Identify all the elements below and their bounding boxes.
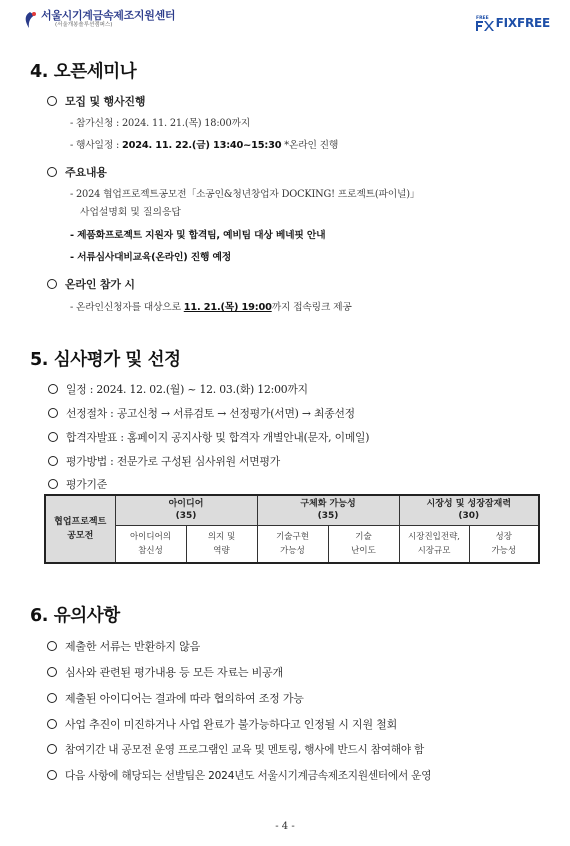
org-logo bbox=[22, 10, 175, 29]
hollow-circle-icon bbox=[48, 384, 58, 394]
hollow-circle-icon bbox=[47, 641, 57, 651]
eval-criteria-table bbox=[44, 494, 540, 564]
content-line-1-cont: 사업설명회 및 질의응답 bbox=[80, 207, 181, 218]
org-subname: (서울개봉솔루션캠퍼스) bbox=[55, 22, 113, 28]
group-idea: 아이디어 (35) bbox=[115, 495, 257, 525]
fixfree-small-label: FREE bbox=[475, 16, 489, 21]
selection-process: 선정절차 : 공고신청 → 서류검토 → 선정평가(서면) → 최종선정 bbox=[48, 406, 355, 421]
bullet-main-content: 주요내용 bbox=[47, 164, 107, 180]
section-4-title: 4. 오픈세미나 bbox=[30, 62, 137, 82]
fixfree-logo-icon bbox=[474, 14, 494, 32]
notice-item: 참여기간 내 공모전 운영 프로그램인 교육 및 멘토링, 행사에 반드시 참여해야 함 bbox=[47, 742, 424, 757]
org-logo-icon bbox=[22, 11, 38, 29]
group-marketability: 시장성 및 성장잠재력 (30) bbox=[399, 495, 539, 525]
hollow-circle-icon bbox=[47, 693, 57, 703]
notice-item: 사업 추진이 미진하거나 사업 완료가 불가능하다고 인정될 시 지원 철회 bbox=[47, 716, 397, 732]
criterion-tech-feasibility: 기술구현 가능성 bbox=[257, 525, 328, 563]
content-line-3: - 서류심사대비교육(온라인) 진행 예정 bbox=[70, 252, 232, 263]
bullet-recruitment: 모집 및 행사진행 bbox=[47, 93, 145, 109]
criterion-growth: 성장 가능성 bbox=[469, 525, 539, 563]
notice-item: 제출한 서류는 반환하지 않음 bbox=[47, 638, 200, 654]
group-feasibility: 구체화 가능성 (35) bbox=[257, 495, 399, 525]
hollow-circle-icon bbox=[47, 744, 57, 754]
hollow-circle-icon bbox=[47, 279, 57, 289]
criterion-novelty: 아이디어의 참신성 bbox=[115, 525, 186, 563]
hollow-circle-icon bbox=[47, 667, 57, 677]
hollow-circle-icon bbox=[47, 770, 57, 780]
section-6-title: 6. 유의사항 bbox=[30, 606, 120, 626]
partner-name: FIXFREE bbox=[495, 16, 550, 30]
notice-item: 제출된 아이디어는 결과에 따라 협의하여 조정 가능 bbox=[47, 690, 304, 706]
criterion-tech-difficulty: 기술 난이도 bbox=[328, 525, 399, 563]
criterion-will-capability: 의지 및 역량 bbox=[186, 525, 257, 563]
eval-criteria-label: 평가기준 bbox=[48, 477, 107, 492]
bullet-online-participation: 온라인 참가 시 bbox=[47, 276, 135, 292]
table-row-header: 협업프로젝트 공모전 bbox=[45, 495, 115, 563]
hollow-circle-icon bbox=[47, 96, 57, 106]
content-line-1: - 2024 협업프로젝트공모전「소공인&청년창업자 DOCKING! 프로젝트(파이널)」 bbox=[70, 189, 420, 200]
hollow-circle-icon bbox=[48, 456, 58, 466]
online-link-line: - 온라인신청자를 대상으로 11. 21.(목) 19:00까지 접속링크 제공 bbox=[70, 302, 352, 313]
org-name: 서울시기계금속제조지원센터 bbox=[41, 9, 176, 22]
page-number: - 4 - bbox=[275, 821, 295, 832]
section-5-title: 5. 심사평가 및 선정 bbox=[30, 350, 181, 370]
hollow-circle-icon bbox=[48, 408, 58, 418]
page-header bbox=[0, 0, 570, 40]
eval-method: 평가방법 : 전문가로 구성된 심사위원 서면평가 bbox=[48, 454, 280, 469]
hollow-circle-icon bbox=[48, 432, 58, 442]
hollow-circle-icon bbox=[47, 167, 57, 177]
content-line-2: - 제품화프로젝트 지원자 및 합격팀, 예비팀 대상 베네핏 안내 bbox=[70, 230, 326, 241]
notice-item: 다음 사항에 해당되는 선발팀은 2024년도 서울시기계금속제조지원센터에서 운영 bbox=[47, 768, 431, 783]
hollow-circle-icon bbox=[48, 479, 58, 489]
announcement: 합격자발표 : 홈페이지 공지사항 및 합격자 개별안내(문자, 이메일) bbox=[48, 430, 369, 445]
partner-logo bbox=[474, 14, 550, 32]
registration-line: - 참가신청 : 2024. 11. 21.(목) 18:00까지 bbox=[70, 118, 251, 129]
notice-item: 심사와 관련된 평가내용 등 모든 자료는 비공개 bbox=[47, 664, 283, 680]
criterion-market-strategy: 시장진입전략, 시장규모 bbox=[399, 525, 469, 563]
hollow-circle-icon bbox=[47, 719, 57, 729]
event-schedule-line: - 행사일정 : 2024. 11. 22.(금) 13:40~15:30 *온라인 진행 bbox=[70, 140, 339, 151]
eval-schedule: 일정 : 2024. 12. 02.(월) ~ 12. 03.(화) 12:00까지 bbox=[48, 382, 308, 397]
